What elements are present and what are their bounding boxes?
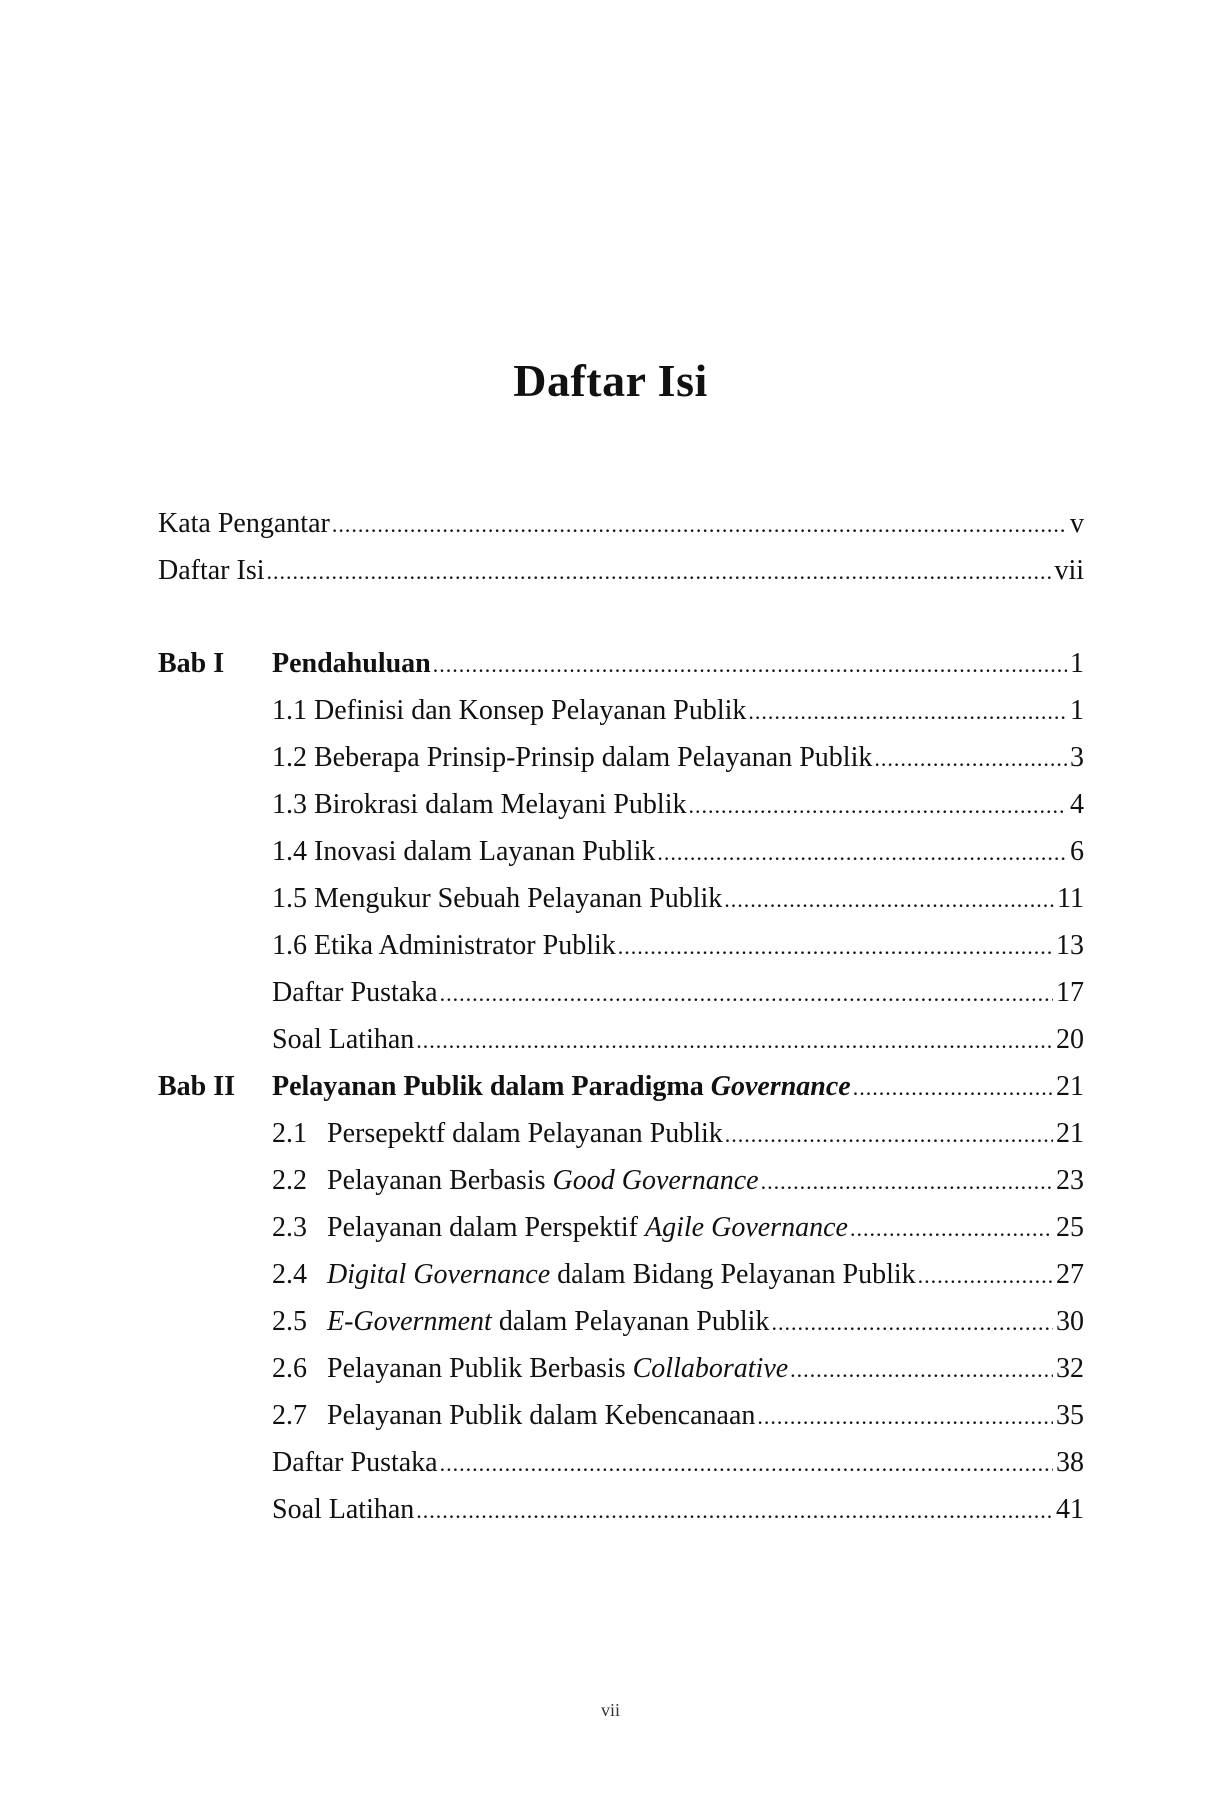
section-number: 1.5 bbox=[272, 883, 307, 914]
toc-entry-kata-pengantar[interactable] bbox=[0, 508, 1221, 548]
dot-leader bbox=[440, 977, 1053, 1009]
section-text-italic: Agile Governance bbox=[645, 1212, 848, 1243]
toc-section-2-1[interactable] bbox=[0, 1118, 1221, 1158]
dot-leader bbox=[761, 1165, 1053, 1197]
section-text: Inovasi dalam Layanan Publik bbox=[314, 836, 656, 867]
section-text: Persepektf dalam Pelayanan Publik bbox=[327, 1118, 723, 1149]
dot-leader bbox=[416, 1494, 1053, 1526]
section-number: 2.6 bbox=[272, 1353, 307, 1384]
section-number: 1.3 bbox=[272, 789, 307, 820]
dot-leader bbox=[725, 1118, 1053, 1150]
toc-entry-daftar-isi[interactable] bbox=[0, 555, 1221, 595]
section-number: 1.1 bbox=[272, 695, 307, 726]
chapter-label: Bab II bbox=[158, 1071, 236, 1102]
section-title bbox=[272, 1165, 759, 1197]
toc-chapter-2[interactable] bbox=[0, 1071, 1221, 1111]
section-number: 2.2 bbox=[272, 1165, 307, 1196]
section-title bbox=[272, 930, 616, 962]
section-text: Birokrasi dalam Melayani Publik bbox=[314, 789, 687, 820]
toc-entry-page: 1 bbox=[1070, 695, 1084, 726]
dot-leader bbox=[689, 789, 1068, 821]
toc-entry-page: 41 bbox=[1056, 1494, 1084, 1525]
toc-entry-page: 32 bbox=[1056, 1353, 1084, 1384]
page-number: vii bbox=[600, 1700, 620, 1720]
toc-section-2-2[interactable] bbox=[0, 1165, 1221, 1205]
section-text: Definisi dan Konsep Pelayanan Publik bbox=[314, 695, 747, 726]
section-text-italic: Digital Governance bbox=[327, 1259, 551, 1290]
section-text: Pelayanan Berbasis bbox=[327, 1165, 546, 1196]
section-title bbox=[272, 1353, 788, 1385]
section-text: Pelayanan Publik Berbasis bbox=[327, 1353, 626, 1384]
section-text: Pelayanan Publik dalam Kebencanaan bbox=[327, 1400, 756, 1431]
page-title: Daftar Isi bbox=[513, 355, 708, 406]
section-text: Etika Administrator Publik bbox=[314, 930, 616, 961]
toc-section-1-6[interactable] bbox=[0, 930, 1221, 970]
toc-section-1-2[interactable] bbox=[0, 742, 1221, 782]
toc-entry-page: 30 bbox=[1056, 1306, 1084, 1337]
dot-leader bbox=[748, 695, 1067, 727]
section-title bbox=[272, 1212, 848, 1244]
chapter-label: Bab I bbox=[158, 648, 225, 679]
chapter-title bbox=[272, 1071, 851, 1103]
toc-entry-page: vii bbox=[1054, 555, 1084, 586]
toc-section-2-6[interactable] bbox=[0, 1353, 1221, 1393]
section-title bbox=[272, 1306, 769, 1338]
toc-section-1-5[interactable] bbox=[0, 883, 1221, 923]
dot-leader bbox=[618, 930, 1053, 962]
section-title bbox=[272, 1118, 723, 1150]
section-title bbox=[272, 695, 746, 727]
section-text: Mengukur Sebuah Pelayanan Publik bbox=[314, 883, 723, 914]
toc-entry-page: 4 bbox=[1070, 789, 1084, 820]
toc-entry-page: 21 bbox=[1056, 1071, 1084, 1102]
section-title bbox=[272, 836, 655, 868]
section-number: 2.5 bbox=[272, 1306, 307, 1337]
section-title bbox=[272, 883, 722, 915]
toc-entry-page: v bbox=[1070, 508, 1084, 539]
section-number: 1.2 bbox=[272, 742, 307, 773]
toc-entry-page: 6 bbox=[1070, 836, 1084, 867]
section-text-italic: Collaborative bbox=[632, 1353, 789, 1384]
section-text-italic: E-Government bbox=[327, 1306, 492, 1337]
section-title bbox=[272, 742, 872, 774]
dot-leader bbox=[850, 1212, 1053, 1244]
section-text: Pelayanan dalam Perspektif bbox=[327, 1212, 639, 1243]
chapter-title-text: Pelayanan Publik dalam Paradigma bbox=[272, 1071, 704, 1102]
toc-entry-page: 27 bbox=[1056, 1259, 1084, 1290]
dot-leader bbox=[790, 1353, 1053, 1385]
toc-entry-title: Daftar Isi bbox=[158, 555, 265, 586]
dot-leader bbox=[267, 555, 1052, 587]
dot-leader bbox=[433, 648, 1067, 680]
exercises-title: Soal Latihan bbox=[272, 1024, 415, 1055]
toc-entry-page: 1 bbox=[1070, 648, 1084, 679]
toc-entry-title: Kata Pengantar bbox=[158, 508, 330, 539]
section-number: 1.4 bbox=[272, 836, 307, 867]
chapter-title-italic: Governance bbox=[710, 1071, 851, 1102]
section-title bbox=[272, 789, 687, 821]
toc-exercises-2[interactable] bbox=[0, 1494, 1221, 1534]
section-title bbox=[272, 1400, 755, 1432]
toc-section-1-3[interactable] bbox=[0, 789, 1221, 829]
dot-leader bbox=[416, 1024, 1053, 1056]
dot-leader bbox=[724, 883, 1054, 915]
toc-section-2-3[interactable] bbox=[0, 1212, 1221, 1252]
toc-section-1-1[interactable] bbox=[0, 695, 1221, 735]
dot-leader bbox=[918, 1259, 1053, 1291]
references-title: Daftar Pustaka bbox=[272, 977, 438, 1008]
toc-references-1[interactable] bbox=[0, 977, 1221, 1017]
section-title bbox=[272, 1259, 916, 1291]
dot-leader bbox=[771, 1306, 1053, 1338]
dot-leader bbox=[853, 1071, 1053, 1103]
toc-entry-page: 13 bbox=[1056, 930, 1084, 961]
section-number: 2.7 bbox=[272, 1400, 307, 1431]
toc-entry-page: 35 bbox=[1056, 1400, 1084, 1431]
toc-exercises-1[interactable] bbox=[0, 1024, 1221, 1064]
toc-section-2-5[interactable] bbox=[0, 1306, 1221, 1346]
chapter-title: Pendahuluan bbox=[272, 648, 431, 679]
exercises-title: Soal Latihan bbox=[272, 1494, 415, 1525]
section-number: 2.1 bbox=[272, 1118, 307, 1149]
toc-entry-page: 20 bbox=[1056, 1024, 1084, 1055]
section-number: 1.6 bbox=[272, 930, 307, 961]
dot-leader bbox=[440, 1447, 1053, 1479]
toc-entry-page: 21 bbox=[1056, 1118, 1084, 1149]
section-number: 2.3 bbox=[272, 1212, 307, 1243]
dot-leader bbox=[757, 1400, 1053, 1432]
toc-entry-page: 23 bbox=[1056, 1165, 1084, 1196]
toc-chapter-1[interactable] bbox=[0, 648, 1221, 688]
section-text: Beberapa Prinsip-Prinsip dalam Pelayanan Publik bbox=[314, 742, 873, 773]
dot-leader bbox=[874, 742, 1067, 774]
toc-entry-page: 3 bbox=[1070, 742, 1084, 773]
section-text: dalam Pelayanan Publik bbox=[498, 1306, 770, 1337]
dot-leader bbox=[332, 508, 1067, 540]
toc-entry-page: 17 bbox=[1056, 977, 1084, 1008]
dot-leader bbox=[657, 836, 1067, 868]
toc-references-2[interactable] bbox=[0, 1447, 1221, 1487]
toc-entry-page: 25 bbox=[1056, 1212, 1084, 1243]
section-text-italic: Good Governance bbox=[552, 1165, 759, 1196]
section-number: 2.4 bbox=[272, 1259, 307, 1290]
toc-entry-page: 11 bbox=[1057, 883, 1084, 914]
references-title: Daftar Pustaka bbox=[272, 1447, 438, 1478]
toc-entry-page: 38 bbox=[1056, 1447, 1084, 1478]
toc-section-2-7[interactable] bbox=[0, 1400, 1221, 1440]
toc-section-1-4[interactable] bbox=[0, 836, 1221, 876]
toc-section-2-4[interactable] bbox=[0, 1259, 1221, 1299]
section-text: dalam Bidang Pelayanan Publik bbox=[557, 1259, 916, 1290]
